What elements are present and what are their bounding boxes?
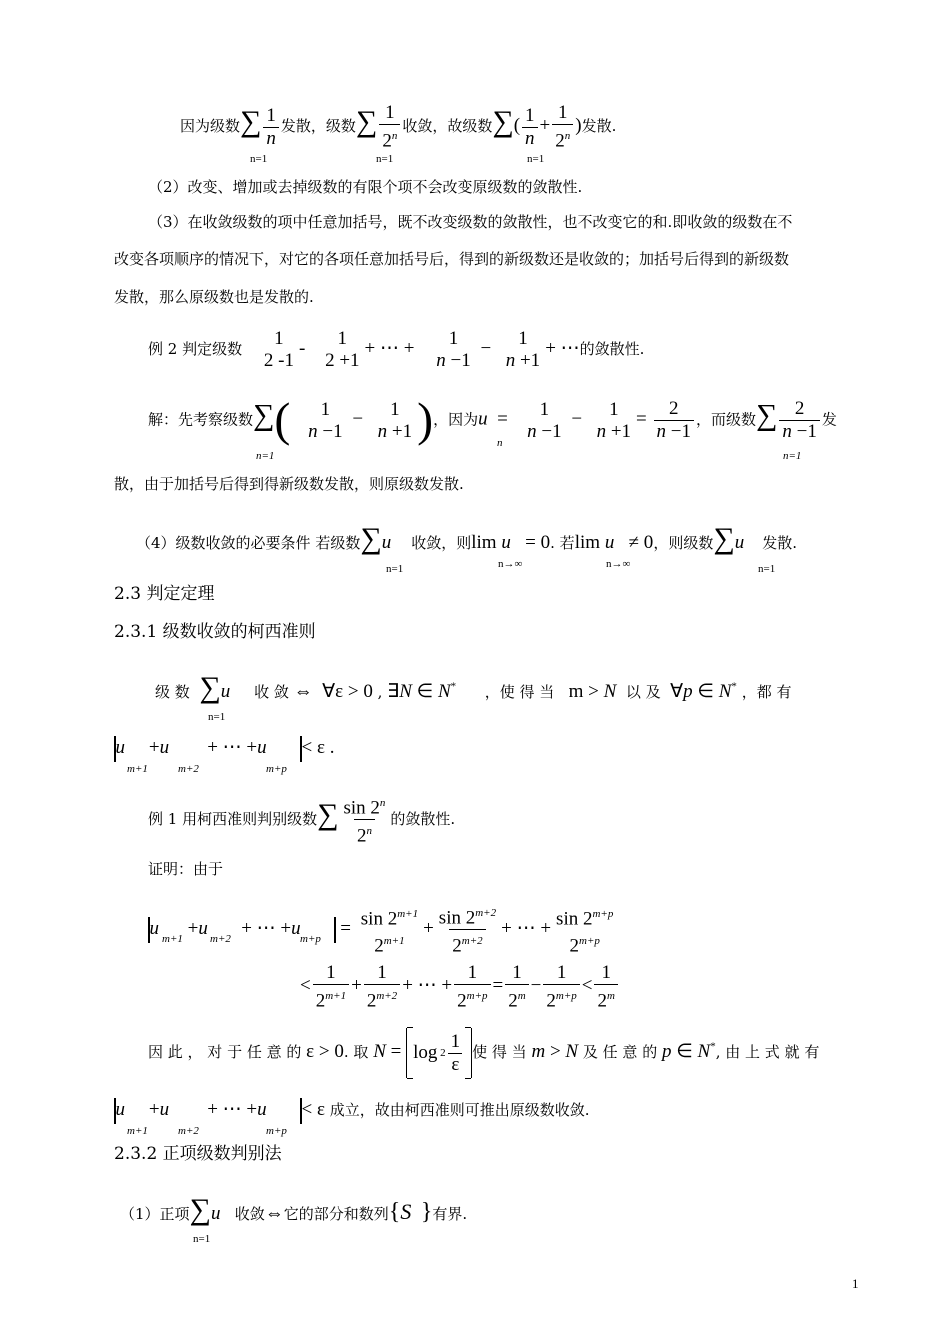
proof-equation-1: u +u + ⋯ +u = $\sin 2^{m+1}$ $2^{m+1}$ + $\frac{\sin 2^{m+2}}{2^{m+2}}$ + ⋯ + $\sin 2^{m+p}$ $2^{m+p}$ — [148, 902, 618, 958]
text: ，都 有 — [741, 683, 792, 701]
fraction: 1 n +1 — [596, 398, 632, 442]
section-heading-2-3: 2.3 判定定理 — [114, 584, 215, 604]
text: 发 — [821, 410, 837, 429]
text: 解：先考察级数 — [148, 410, 254, 429]
subscript: m+1 — [162, 933, 183, 945]
cauchy-criterion-line-1: 级 数 ∑u 收 敛 ⇔ ∀ε > 0 , ∃N ∈ N* ，使 得 当 m > N 以 及 ∀p ∈ N* ，都 有 — [155, 671, 792, 704]
sum-index: n=1 — [250, 153, 268, 165]
text: 收敛，故级数 — [402, 117, 493, 136]
sum-index: n=1 — [208, 711, 226, 723]
fraction: 1 2 -1 — [263, 328, 294, 371]
subscript: m+1 — [127, 763, 148, 775]
fraction: $\frac{\sin 2^n}{2^n}$ — [343, 797, 386, 847]
text: 发散. — [581, 117, 617, 136]
fraction: $\frac{1}{\varepsilon}$ — [448, 1031, 464, 1076]
positive-series: （1）正项∑u 收敛⇔它的部分和数列{S }有界. — [120, 1193, 468, 1226]
text: 发散，级数 — [280, 117, 356, 136]
floor-bracket: log 2 $\frac{1}{\varepsilon}$ — [406, 1028, 472, 1078]
text: 级 数 — [155, 683, 190, 701]
hence-line-1: 因 此 ， 对 于 任 意 的 ε > 0. 取 N = log 2 $\frac{1}{\varepsilon}$ 使 得 当 m > N 及 任 意 的 p ∈ N*, 由 上 式 就 有 — [148, 1028, 819, 1078]
fraction: 1 n −1 — [527, 398, 562, 442]
sigma-symbol: ∑ — [240, 105, 262, 139]
text: 例 1 用柯西准则判别级数 — [148, 809, 318, 828]
fraction: $\frac{1}{2^n}$ — [379, 102, 400, 152]
fraction: $\frac{1}{2^{m+1}}$ — [313, 962, 349, 1012]
text: 有界. — [432, 1205, 468, 1223]
text: . 若 — [550, 534, 575, 552]
text: 及 任 意 的 — [582, 1043, 658, 1061]
text: （1）正项 — [120, 1205, 190, 1223]
text: , 由 上 式 就 有 — [715, 1043, 820, 1061]
sigma-symbol: ∑ — [360, 522, 382, 555]
sum-index: n=1 — [783, 450, 802, 462]
sigma-symbol: ∑ — [189, 1193, 211, 1226]
subscript: m+1 — [127, 1125, 148, 1137]
solution-line-1: 解：先考察级数∑( 1 n −1 − 1 n +1 )，因为u = 1 n −1 − 1 n +1 = $\frac{2}{n -1}$ ，而级数∑ $\frac{2}{n -1}$ 发 — [148, 393, 837, 447]
hence-line-2: u +u + ⋯ +u < ε 成立，故由柯西准则可推出原级数收敛. — [114, 1098, 590, 1124]
text: ，而级数 — [696, 410, 757, 429]
fraction: 1 n −1 — [436, 328, 471, 371]
text: 收 敛 — [254, 683, 289, 701]
line-divergence-example: 因为级数∑ $\frac{1}{n}$ 发散，级数∑ $\frac{1}{2^n}$ 收敛，故级数∑( $\frac{1}{n}$ + $\frac{1}{2^n}$ )发散. — [180, 102, 617, 152]
subscript: m+2 — [178, 1125, 199, 1137]
page-number: 1 — [852, 1276, 859, 1291]
proof-equation-2: < $\frac{1}{2^{m+1}}$ + $\frac{1}{2^{m+2}}$ + ⋯ + $\frac{1}{2^{m+p}}$ = $\frac{1}{2^m}$ − $\frac{1}{2^{m+p}}$ < $\frac{1}{2^m}$ — [300, 962, 620, 1012]
fraction: $\frac{1}{2^m}$ — [594, 962, 617, 1012]
sigma-symbol: ∑ — [317, 797, 339, 831]
paragraph-3-line-3: 发散，那么原级数也是发散的. — [114, 288, 314, 306]
fraction: $\frac{1}{2^m}$ — [505, 962, 528, 1012]
sum-index: n=1 — [193, 1233, 211, 1245]
text: ，则级数 — [653, 534, 714, 552]
text: 收敛 — [234, 1205, 265, 1223]
sum-index: n=1 — [758, 563, 776, 575]
section-heading-2-3-2: 2.3.2 正项级数判别法 — [114, 1144, 282, 1164]
text: . 取 — [343, 1043, 369, 1061]
subscript: m+2 — [178, 763, 199, 775]
text: 它的部分和数列 — [283, 1205, 389, 1223]
fraction: 1 n +1 — [505, 328, 541, 371]
subscript: m+p — [266, 1125, 287, 1137]
solution-line-2: 散，由于加括号后得到得新级数发散，则原级数发散. — [114, 475, 464, 493]
text: 例 2 判定级数 — [148, 340, 243, 358]
text: 的敛散性. — [579, 340, 645, 358]
fraction: $\frac{1}{2^{m+2}}$ — [364, 962, 400, 1012]
fraction: $\frac{1}{2^{m+p}}$ — [543, 962, 579, 1012]
section-heading-2-3-1: 2.3.1 级数收敛的柯西准则 — [114, 622, 316, 642]
proof-intro: 证明：由于 — [148, 860, 224, 878]
paragraph-3-line-1: （3）在收敛级数的项中任意加括号，既不改变级数的敛散性，也不改变它的和.即收敛的级数在不 — [148, 213, 793, 231]
fraction: 1 n +1 — [377, 398, 413, 442]
sum-index: n=1 — [527, 153, 545, 165]
subscript: m+p — [300, 933, 321, 945]
fraction: 1 n −1 — [308, 398, 343, 442]
text: 因为级数 — [180, 117, 241, 136]
text: 因 此 ， 对 于 任 意 的 — [148, 1043, 302, 1061]
text: 成立，故由柯西准则可推出原级数收敛. — [329, 1101, 590, 1119]
example-2: 例 2 判定级数 1 2 -1 - 1 2 +1 + ⋯ + 1 n −1 − 1 n +1 + ⋯的敛散性. — [148, 328, 645, 371]
text: ，因为 — [433, 410, 479, 429]
sum-index: n=1 — [386, 563, 404, 575]
sigma-symbol: ∑ — [756, 398, 778, 432]
sigma-symbol: ∑ — [492, 105, 514, 139]
text: 收敛，则 — [411, 534, 472, 552]
cauchy-criterion-line-2: u +u + ⋯ +u < ε . — [114, 736, 335, 762]
fraction: $\sin 2^{m+1}$ $2^{m+1}$ — [360, 907, 419, 957]
fraction: 1 2 +1 — [325, 328, 360, 371]
fraction: $\frac{\sin 2^{m+2}}{2^{m+2}}$ — [438, 907, 497, 957]
text: 的敛散性. — [390, 809, 456, 828]
sigma-symbol: ∑ — [199, 671, 221, 704]
text: ，使 得 当 — [484, 683, 555, 701]
necessary-condition: （4）级数收敛的必要条件 若级数∑u 收敛，则lim u = 0. 若lim u ≠ 0，则级数∑u 发散. — [136, 522, 797, 555]
fraction: $\frac{2}{n -1}$ — [779, 398, 819, 443]
paragraph-2: （2）改变、增加或去掉级数的有限个项不会改变原级数的敛散性. — [148, 178, 583, 196]
fraction: $\frac{1}{2^n}$ — [552, 102, 573, 152]
fraction: $\frac{2}{n -1}$ — [654, 398, 694, 443]
paragraph-3-line-2: 改变各项顺序的情况下，对它的各项任意加括号后，得到的新级数还是收敛的；加括号后得到的新级数 — [114, 250, 790, 268]
text: （4）级数收敛的必要条件 若级数 — [136, 534, 361, 552]
sigma-symbol: ∑ — [253, 398, 275, 432]
sum-index: n=1 — [256, 450, 275, 462]
text: 以 及 — [625, 683, 661, 701]
limit-subscript: n→∞ — [498, 558, 523, 570]
sigma-symbol: ∑ — [355, 105, 378, 139]
sigma-symbol: ∑ — [713, 522, 735, 555]
limit-subscript: n→∞ — [606, 558, 631, 570]
fraction: $\frac{1}{n}$ — [263, 105, 279, 150]
subscript: m+2 — [210, 933, 231, 945]
example-1 — [148, 792, 455, 848]
fraction: $\frac{1}{n}$ — [522, 105, 538, 150]
sum-index: n=1 — [376, 153, 394, 165]
subscript: n — [497, 437, 503, 449]
text: 发散. — [762, 534, 797, 552]
text: 使 得 当 — [472, 1043, 527, 1061]
fraction: $\sin 2^{m+p}$ $2^{m+p}$ — [556, 907, 614, 957]
subscript: m+p — [266, 763, 287, 775]
fraction: $\frac{1}{2^{m+p}}$ — [454, 962, 490, 1012]
